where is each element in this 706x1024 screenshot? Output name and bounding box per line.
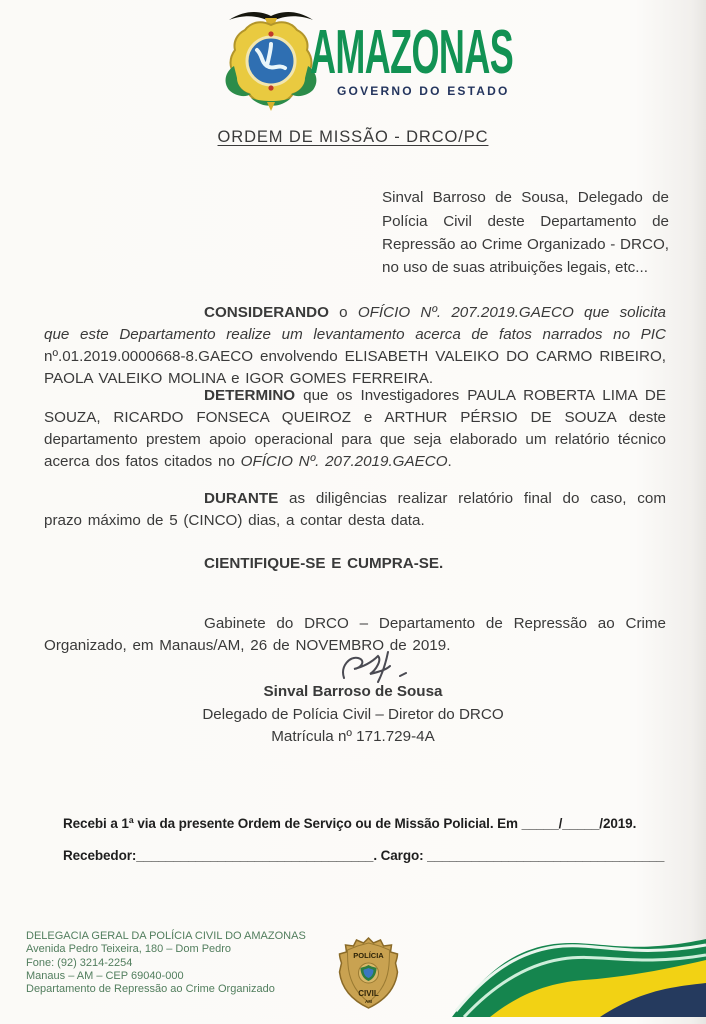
receipt-acknowledgement-line: Recebi a 1ª via da presente Ordem de Serviço ou de Missão Policial. Em _____/_____/2019.	[63, 816, 637, 831]
footer-line-street: Avenida Pedro Teixeira, 180 – Dom Pedro	[26, 943, 232, 956]
paragraph-gabinete-date: Gabinete do DRCO – Departamento de Repressão ao Crime Organizado, em Manaus/AM, 26 de NOVEMBRO de 2019.	[44, 615, 666, 654]
receipt-receiver-line: Recebedor:________________________________. Cargo: ________________________________	[63, 848, 665, 863]
badge-bottom-label: CIVIL	[358, 989, 379, 998]
footer-line-city-cep: Manaus – AM – CEP 69040-000	[26, 969, 184, 982]
logo-wordmark: AMAZONAS	[310, 18, 514, 87]
signer-registration: Matrícula nº 171.729-4A	[271, 728, 435, 745]
badge-state-label: AM	[365, 999, 372, 1004]
document-title: ORDEM DE MISSÃO - DRCO/PC	[217, 128, 489, 146]
footer-address-block	[26, 930, 326, 996]
footer-line-department: DELEGACIA GERAL DA POLÍCIA CIVIL DO AMAZONAS	[26, 930, 306, 942]
signer-role: Delegado de Polícia Civil – Diretor do DRCO	[202, 706, 504, 723]
handwritten-signature-icon	[330, 648, 426, 688]
signer-name: Sinval Barroso de Sousa	[263, 683, 443, 700]
preamble-paragraph: Sinval Barroso de Sousa, Delegado de Polícia Civil deste Departamento de Repressão ao Crime Organizado - DRCO, no uso de suas atribuições legais, etc...	[382, 189, 669, 277]
footer-line-phone: Fone: (92) 3214-2254	[26, 956, 133, 969]
footer-line-drco: Departamento de Repressão ao Crime Organizado	[26, 983, 275, 996]
logo-tagline: GOVERNO DO ESTADO	[337, 84, 510, 98]
badge-top-label: POLÍCIA	[353, 951, 384, 960]
paragraph-determino: DETERMINO que os Investigadores PAULA ROBERTA LIMA DE SOUZA, RICARDO FONSECA QUEIROZ e ARTHUR PÉRSIO DE SOUZA deste departamento prestem apoio operacional para que seja elaborado um relatório técnico acerca dos fatos citados no OFÍCIO Nº. 207.2019.GAECO.	[44, 387, 666, 470]
paragraph-durante: DURANTE as diligências realizar relatório final do caso, com prazo máximo de 5 (CINCO) dias, a contar desta data.	[44, 490, 666, 529]
footer-brand-waves-icon	[452, 933, 706, 1017]
amazonas-coat-of-arms-icon	[220, 6, 322, 112]
paragraph-cientifique-se: CIENTIFIQUE-SE E CUMPRA-SE.	[204, 555, 444, 573]
policia-civil-badge-icon	[337, 936, 400, 1010]
paragraph-considerando: CONSIDERANDO o OFÍCIO Nº. 207.2019.GAECO que solicita que este Departamento realize um levantamento acerca de fatos narrados no PIC nº.01.2019.0000668-8.GAECO envolvendo ELISABETH VALEIKO DO CARMO RIBEIRO, PAOLA VALEIKO MOLINA e IGOR GOMES FERREIRA.	[44, 304, 667, 387]
